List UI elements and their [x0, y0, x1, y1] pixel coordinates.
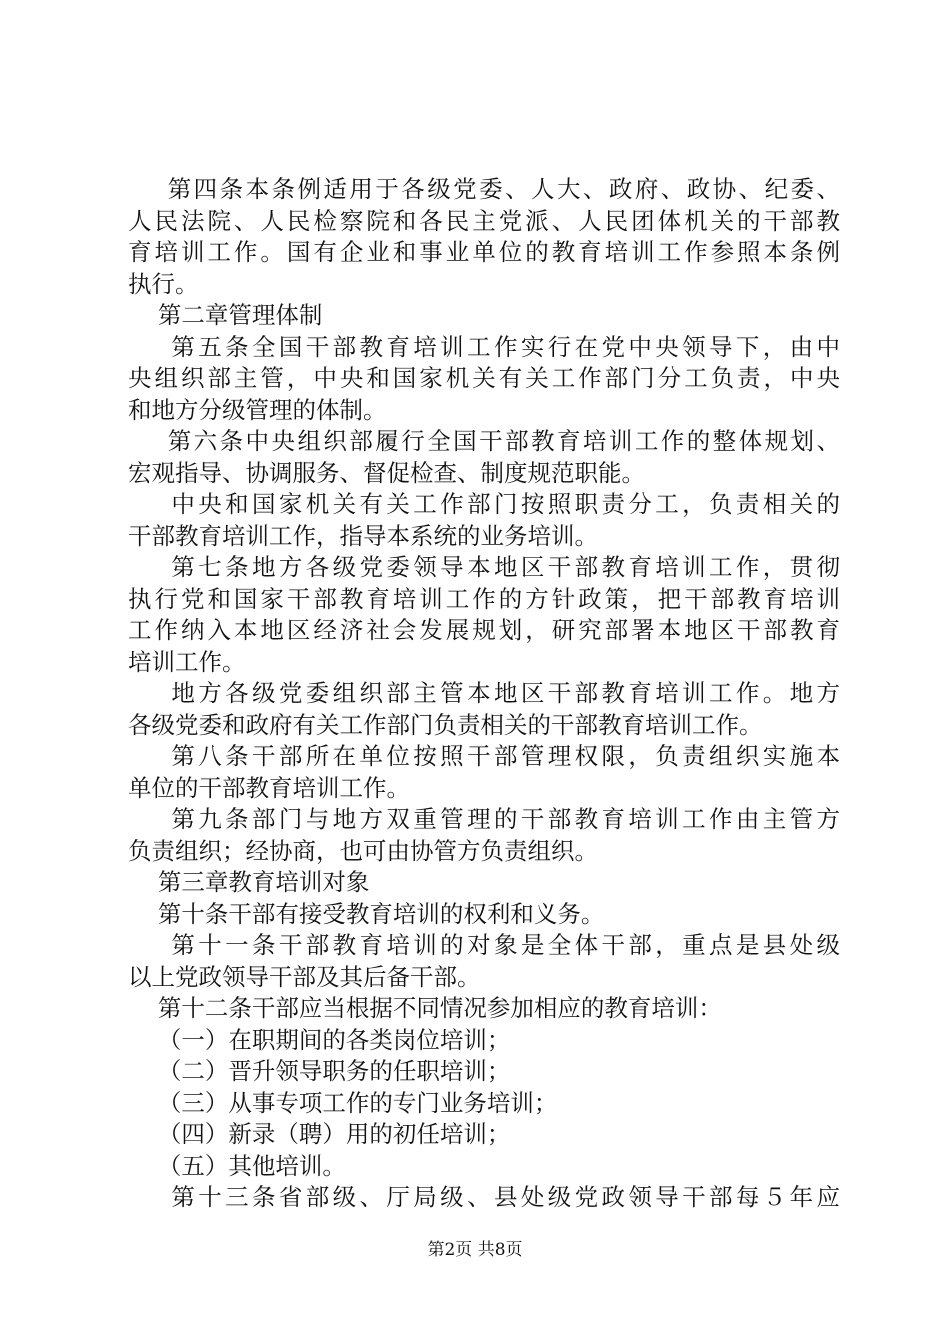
text-line: 第十一条干部教育培训的对象是全体干部，重点是县处级	[128, 931, 840, 959]
text-line: （一）在职期间的各类岗位培训；	[128, 1025, 511, 1054]
text-line: 培训工作。	[128, 647, 246, 676]
text-line: 第四条本条例适用于各级党委、人大、政府、政协、纪委、	[128, 175, 840, 203]
text-line: 第十条干部有接受教育培训的权利和义务。	[128, 899, 605, 928]
text-line: 和地方分级管理的体制。	[128, 395, 387, 424]
text-line: 育培训工作。国有企业和事业单位的教育培训工作参照本条例	[128, 238, 840, 266]
text-line: 第五条全国干部教育培训工作实行在党中央领导下，由中	[128, 332, 840, 361]
text-line: 第七条地方各级党委领导本地区干部教育培训工作，贯彻	[128, 553, 840, 581]
text-line: 工作纳入本地区经济社会发展规划，研究部署本地区干部教育	[128, 616, 840, 644]
document-body	[128, 174, 840, 1214]
text-line: 负责组织；经协商，也可由协管方负责组织。	[128, 836, 598, 865]
text-line: 宏观指导、协调服务、督促检查、制度规范职能。	[128, 458, 645, 487]
text-line: 第十三条省部级、厅局级、县处级党政领导干部每５年应	[128, 1183, 840, 1211]
text-line: 第三章教育培训对象	[128, 868, 370, 896]
text-line: （四）新录（聘）用的初任培训；	[128, 1120, 511, 1148]
text-line: 单位的干部教育培训工作。	[128, 773, 410, 802]
text-line: 第二章管理体制	[128, 301, 323, 329]
text-line: 央组织部主管，中央和国家机关有关工作部门分工负责，中央	[128, 364, 840, 392]
text-line: 干部教育培训工作，指导本系统的业务培训。	[128, 521, 598, 550]
text-line: （二）晋升领导职务的任职培训；	[128, 1057, 511, 1085]
text-line: （五）其他培训。	[128, 1151, 346, 1180]
text-line: 第八条干部所在单位按照干部管理权限，负责组织实施本	[128, 742, 840, 770]
text-line: 各级党委和政府有关工作部门负责相关的干部教育培训工作。	[128, 710, 763, 739]
text-line: （三）从事专项工作的专门业务培训；	[128, 1088, 558, 1117]
text-line: 中央和国家机关有关工作部门按照职责分工，负责相关的	[128, 490, 840, 518]
text-line: 以上党政领导干部及其后备干部。	[128, 962, 481, 991]
text-line: 人民法院、人民检察院和各民主党派、人民团体机关的干部教	[128, 206, 840, 235]
text-line: 第九条部门与地方双重管理的干部教育培训工作由主管方	[128, 805, 840, 833]
text-line: 地方各级党委组织部主管本地区干部教育培训工作。地方	[128, 679, 840, 707]
text-line: 第六条中央组织部履行全国干部教育培训工作的整体规划、	[128, 427, 840, 455]
text-line: 执行。	[128, 269, 199, 298]
text-line: 第十二条干部应当根据不同情况参加相应的教育培训：	[128, 994, 722, 1022]
text-line: 执行党和国家干部教育培训工作的方针政策，把干部教育培训	[128, 584, 840, 613]
page-footer: 第2页 共8页	[427, 1240, 523, 1260]
